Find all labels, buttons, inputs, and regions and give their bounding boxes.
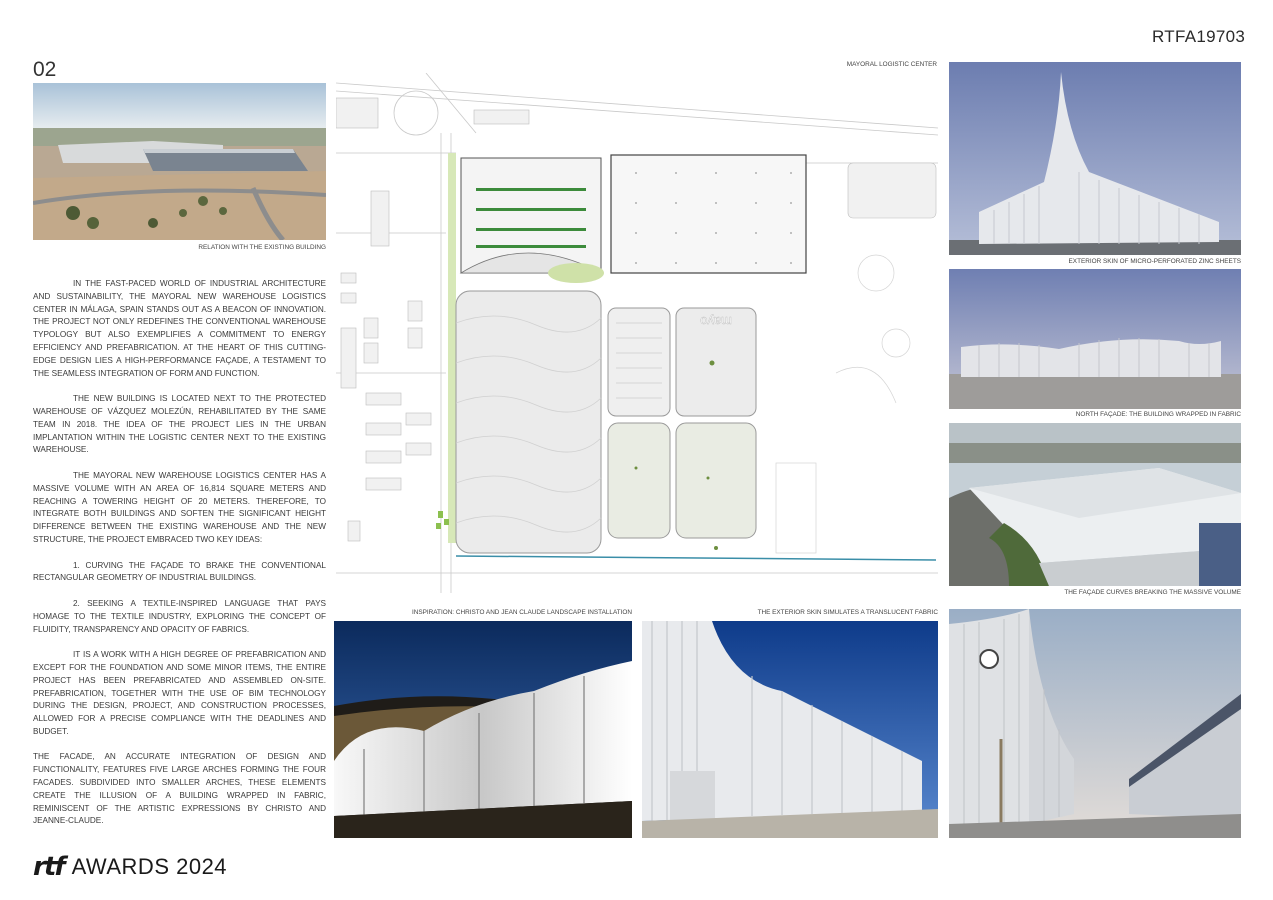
paragraph: 2. SEEKING A TEXTILE-INSPIRED LANGUAGE THAT PAYS HOMAGE TO THE TEXTILE INDUSTRY, EXPLORING THE CONCEPT OF FLUIDITY, TRANSPARENCY AND OPACITY OF FABRICS. xyxy=(33,598,326,634)
caption-relation: RELATION WITH THE EXISTING BUILDING xyxy=(198,244,326,251)
caption-site-plan: MAYORAL LOGISTIC CENTER xyxy=(846,61,937,68)
christo-installation-photo xyxy=(334,621,632,838)
north-facade-photo xyxy=(949,269,1241,409)
paragraph: THE FACADE, AN ACCURATE INTEGRATION OF DESIGN AND FUNCTIONALITY, FEATURES FIVE LARGE ARCHES FORMING THE FOUR FACADES. SUBDIVIDED INTO SMALLER ARCHES, THESE ELEMENTS CREATE THE ILLUSION OF A BUILDING WRAPPED IN FABRIC, REMINISCENT OF THE ARTISTIC EXPRESSIONS BY CHRISTO AND JEANNE-CLAUDE. xyxy=(33,752,326,826)
awards-year: AWARDS 2024 xyxy=(71,854,228,879)
translucent-skin-photo xyxy=(642,621,938,838)
project-description xyxy=(33,278,326,841)
facade-curves-photo xyxy=(949,423,1241,586)
paragraph: IN THE FAST-PACED WORLD OF INDUSTRIAL ARCHITECTURE AND SUSTAINABILITY, THE MAYORAL NEW WAREHOUSE LOGISTICS CENTER IN MÁLAGA, SPAIN STANDS OUT AS A BEACON OF INNOVATION. THE PROJECT NOT ONLY REDEFINES THE CONVENTIONAL WAREHOUSE TYPOLOGY BUT ALSO EXEMPLIFIES A COMMITMENT TO ENERGY EFFICIENCY AND PREFABRICATION. AT THE HEART OF THIS CUTTING-EDGE DESIGN LIES A HIGH-PERFORMANCE FAÇADE, A TESTAMENT TO THE SEAMLESS INTEGRATION OF FORM AND FUNCTION. xyxy=(33,279,326,378)
entry-code: RTFA19703 xyxy=(1152,27,1246,46)
caption-north-facade: NORTH FAÇADE: THE BUILDING WRAPPED IN FABRIC xyxy=(1075,411,1241,418)
paragraph: THE NEW BUILDING IS LOCATED NEXT TO THE PROTECTED WAREHOUSE OF VÁZQUEZ MOLEZÚN, REHABILITATED BY THE SAME TEAM IN 2018. THE IDEA OF THE PROJECT LIES IN THE URBAN IMPLANTATION WITHIN THE LOGISTIC CENTER NEXT TO THE EXISTING WAREHOUSE. xyxy=(33,394,326,455)
plan-signage: mayo xyxy=(700,314,732,329)
rtf-logo-mark: rtf xyxy=(33,852,64,882)
street-view-photo xyxy=(949,609,1241,838)
caption-exterior-skin: EXTERIOR SKIN OF MICRO-PERFORATED ZINC SHEETS xyxy=(1068,258,1241,265)
site-plan-drawing xyxy=(336,73,938,593)
exterior-skin-photo xyxy=(949,62,1241,255)
aerial-relation-photo xyxy=(33,83,326,240)
paragraph: IT IS A WORK WITH A HIGH DEGREE OF PREFABRICATION AND EXCEPT FOR THE FOUNDATION AND SOME MINOR ITEMS, THE ENTIRE PROJECT HAS BEEN PREFABRICATED AND ASSEMBLED ON-SITE. PREFABRICATION, TOGETHER WITH THE USE OF BIM TECHNOLOGY DURING THE DESIGN, PROJECT, AND CONSTRUCTION PROCESSES, ALLOWED FOR A PRECISE COMPLIANCE WITH THE DEADLINES AND BUDGET. xyxy=(33,650,326,736)
rtf-awards-logo xyxy=(33,852,227,882)
caption-translucent: THE EXTERIOR SKIN SIMULATES A TRANSLUCENT FABRIC xyxy=(757,609,938,616)
paragraph: 1. CURVING THE FAÇADE TO BRAKE THE CONVENTIONAL RECTANGULAR GEOMETRY OF INDUSTRIAL BUILDINGS. xyxy=(33,560,326,583)
caption-facade-curves: THE FAÇADE CURVES BREAKING THE MASSIVE VOLUME xyxy=(1064,589,1241,596)
paragraph: THE MAYORAL NEW WAREHOUSE LOGISTICS CENTER HAS A MASSIVE VOLUME WITH AN AREA OF 16,814 SQUARE METERS AND REACHING A TOWERING HEIGHT OF 20 METERS. THEREFORE, TO INTEGRATE BOTH BUILDINGS AND SOFTEN THE SIGNIFICANT HEIGHT DIFFERENCE BETWEEN THE EXISTING WAREHOUSE AND THE NEW STRUCTURE, THE PROJECT EMBRACED TWO KEY IDEAS: xyxy=(33,470,326,544)
page-number: 02 xyxy=(33,58,57,81)
caption-inspiration: INSPIRATION: CHRISTO AND JEAN CLAUDE LANDSCAPE INSTALLATION xyxy=(411,609,632,616)
